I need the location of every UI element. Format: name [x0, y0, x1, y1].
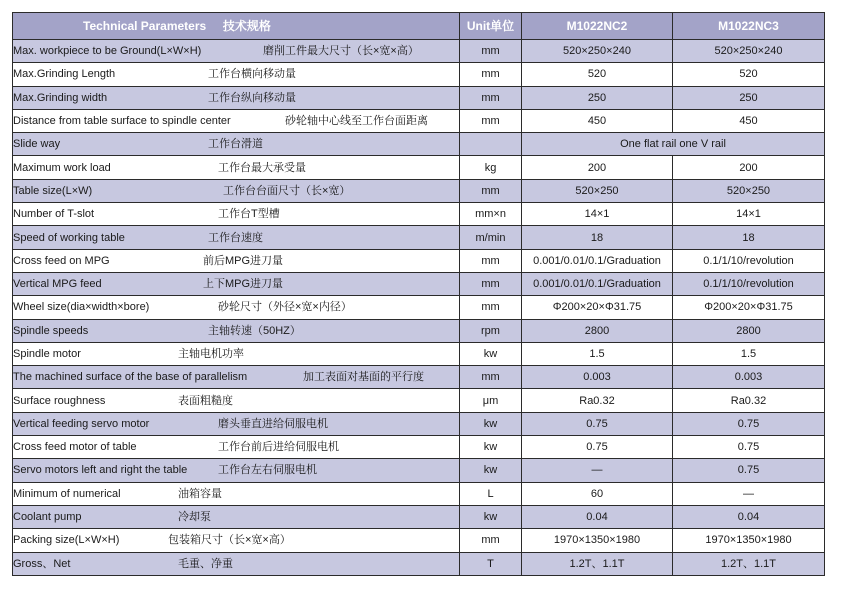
model-b-value-cell: 0.003 — [673, 366, 825, 389]
parameter-name-en: Max. workpiece to be Ground(L×W×H) — [13, 45, 202, 58]
parameter-name-en: Distance from table surface to spindle center — [13, 115, 231, 128]
parameter-name-en: Surface roughness — [13, 394, 106, 407]
parameter-name-en: Coolant pump — [13, 511, 82, 524]
table-row — [13, 86, 825, 109]
parameter-name-en: Max.Grinding width — [13, 91, 108, 104]
unit-cell: mm — [460, 86, 522, 109]
parameter-name-en: Speed of working table — [13, 231, 125, 244]
unit-cell: kw — [460, 412, 522, 435]
model-b-value-cell: 2800 — [673, 319, 825, 342]
parameter-name-en: Max.Grinding Length — [13, 68, 116, 81]
parameter-cell — [13, 203, 460, 226]
parameter-name-en: Cross feed motor of table — [13, 441, 137, 454]
model-b-value-cell: 1.2T、1.1T — [673, 552, 825, 575]
parameter-cell — [13, 86, 460, 109]
parameter-name-en: The machined surface of the base of parallelism — [13, 371, 248, 384]
parameter-cell — [13, 505, 460, 528]
model-b-value-cell: 0.75 — [673, 459, 825, 482]
parameter-name-cn: 油箱容量 — [178, 487, 222, 500]
unit-cell: kw — [460, 459, 522, 482]
model-a-value-cell: — — [522, 459, 673, 482]
parameter-cell — [13, 319, 460, 342]
parameter-cell — [13, 366, 460, 389]
parameter-name-cn: 冷却泵 — [178, 511, 211, 524]
parameter-name-cn: 工作台左右伺服电机 — [218, 464, 317, 477]
parameter-name-cn: 包装箱尺寸（长×宽×高） — [168, 534, 291, 547]
parameter-name-en: Servo motors left and right the table — [13, 464, 188, 477]
table-row — [13, 529, 825, 552]
table-body — [13, 40, 825, 576]
parameter-name-cn: 磨头垂直进给伺服电机 — [218, 417, 328, 430]
table-row — [13, 156, 825, 179]
model-a-value-cell: 520 — [522, 63, 673, 86]
model-a-value-cell: 1970×1350×1980 — [522, 529, 673, 552]
unit-cell: T — [460, 552, 522, 575]
unit-cell: mm — [460, 272, 522, 295]
table-row — [13, 389, 825, 412]
unit-cell: rpm — [460, 319, 522, 342]
model-a-value-cell: 18 — [522, 226, 673, 249]
header-model-a: M1022NC2 — [522, 13, 673, 40]
model-b-value-cell: 200 — [673, 156, 825, 179]
table-row — [13, 63, 825, 86]
model-a-value-cell: Ra0.32 — [522, 389, 673, 412]
model-a-value-cell: 60 — [522, 482, 673, 505]
parameter-cell — [13, 272, 460, 295]
model-b-value-cell: 0.75 — [673, 436, 825, 459]
model-b-value-cell: 1970×1350×1980 — [673, 529, 825, 552]
header-model-b: M1022NC3 — [673, 13, 825, 40]
model-a-value-cell: 450 — [522, 109, 673, 132]
parameter-name-en: Table size(L×W) — [13, 184, 93, 197]
unit-cell: mm — [460, 296, 522, 319]
parameter-name-cn: 工作台前后进给伺服电机 — [218, 441, 339, 454]
model-a-value-cell: 200 — [522, 156, 673, 179]
model-b-value-cell: 520×250×240 — [673, 40, 825, 63]
table-row — [13, 272, 825, 295]
unit-cell: μm — [460, 389, 522, 412]
parameter-cell — [13, 412, 460, 435]
model-a-value-cell: 0.75 — [522, 436, 673, 459]
parameter-name-en: Cross feed on MPG — [13, 254, 110, 267]
table-header-row — [13, 13, 825, 40]
unit-cell: kw — [460, 505, 522, 528]
table-row — [13, 436, 825, 459]
model-b-value-cell: 250 — [673, 86, 825, 109]
parameter-name-en: Wheel size(dia×width×bore) — [13, 301, 150, 314]
table-row — [13, 342, 825, 365]
unit-cell: kw — [460, 342, 522, 365]
parameter-name-en: Vertical feeding servo motor — [13, 417, 150, 430]
table-row — [13, 459, 825, 482]
spec-sheet — [12, 12, 824, 576]
parameter-cell — [13, 133, 460, 156]
model-b-value-cell: 14×1 — [673, 203, 825, 226]
unit-cell: m/min — [460, 226, 522, 249]
parameter-name-cn: 砂轮轴中心线至工作台面距离 — [285, 115, 428, 128]
table-row — [13, 552, 825, 575]
table-row — [13, 40, 825, 63]
parameter-cell — [13, 389, 460, 412]
unit-cell: mm — [460, 63, 522, 86]
table-row — [13, 249, 825, 272]
table-row — [13, 505, 825, 528]
model-a-value-cell: 0.04 — [522, 505, 673, 528]
parameter-name-en: Spindle motor — [13, 348, 81, 360]
unit-cell: mm×n — [460, 203, 522, 226]
model-a-value-cell: 1.5 — [522, 342, 673, 365]
model-a-value-cell: 0.001/0.01/0.1/Graduation — [522, 272, 673, 295]
header-unit: Unit单位 — [460, 13, 522, 40]
model-b-value-cell: 0.1/1/10/revolution — [673, 272, 825, 295]
header-title-cn: 技术规格 — [222, 19, 271, 33]
parameter-name-cn: 工作台速度 — [208, 231, 263, 244]
parameter-name-cn: 前后MPG进刀量 — [203, 254, 284, 267]
parameter-cell — [13, 529, 460, 552]
table-row — [13, 366, 825, 389]
unit-cell: mm — [460, 366, 522, 389]
model-b-value-cell: — — [673, 482, 825, 505]
parameter-name-cn: 上下MPG进刀量 — [203, 278, 284, 291]
header-title-en: Technical Parameters — [83, 19, 207, 33]
unit-cell: mm — [460, 529, 522, 552]
parameter-name-en: Maximum work load — [13, 161, 111, 174]
unit-cell: L — [460, 482, 522, 505]
parameter-name-cn: 工作台台面尺寸（长×宽） — [223, 184, 351, 197]
parameter-name-en: Minimum of numerical — [13, 487, 121, 500]
technical-parameters-table — [12, 12, 825, 576]
table-row — [13, 482, 825, 505]
parameter-name-en: Spindle speeds — [13, 324, 89, 337]
model-a-value-cell: 0.003 — [522, 366, 673, 389]
model-b-value-cell: 520×250 — [673, 179, 825, 202]
model-a-value-cell: 520×250 — [522, 179, 673, 202]
parameter-name-cn: 主轴电机功率 — [178, 348, 244, 360]
parameter-name-cn: 工作台T型槽 — [218, 208, 280, 221]
parameter-cell — [13, 342, 460, 365]
parameter-name-cn: 工作台横向移动量 — [208, 68, 296, 81]
parameter-cell — [13, 482, 460, 505]
model-a-value-cell: 250 — [522, 86, 673, 109]
parameter-name-cn: 砂轮尺寸（外径×宽×内径） — [218, 301, 352, 314]
parameter-cell — [13, 296, 460, 319]
table-row — [13, 412, 825, 435]
table-row — [13, 179, 825, 202]
parameter-name-en: Gross、Net — [13, 557, 71, 570]
model-a-value-cell: 0.001/0.01/0.1/Graduation — [522, 249, 673, 272]
parameter-name-cn: 工作台纵向移动量 — [208, 91, 296, 104]
parameter-name-cn: 加工表面对基面的平行度 — [303, 371, 424, 384]
parameter-name-cn: 工作台滑道 — [208, 138, 263, 151]
parameter-name-en: Number of T-slot — [13, 208, 95, 221]
parameter-cell — [13, 249, 460, 272]
unit-cell: mm — [460, 109, 522, 132]
parameter-cell — [13, 109, 460, 132]
model-b-value-cell: 450 — [673, 109, 825, 132]
table-row — [13, 296, 825, 319]
parameter-cell — [13, 40, 460, 63]
table-row — [13, 319, 825, 342]
parameter-cell — [13, 436, 460, 459]
header-parameters — [13, 13, 460, 40]
parameter-name-cn: 毛重、净重 — [178, 557, 233, 570]
unit-cell — [460, 133, 522, 156]
model-b-value-cell: 520 — [673, 63, 825, 86]
parameter-name-cn: 主轴转速（50HZ） — [208, 324, 301, 337]
model-a-value-cell: 2800 — [522, 319, 673, 342]
model-a-value-cell: 14×1 — [522, 203, 673, 226]
model-a-value-cell: 520×250×240 — [522, 40, 673, 63]
model-b-value-cell: 18 — [673, 226, 825, 249]
unit-cell: kw — [460, 436, 522, 459]
unit-cell: kg — [460, 156, 522, 179]
parameter-cell — [13, 552, 460, 575]
parameter-name-en: Packing size(L×W×H) — [13, 534, 120, 547]
unit-cell: mm — [460, 40, 522, 63]
parameter-cell — [13, 226, 460, 249]
parameter-cell — [13, 179, 460, 202]
parameter-name-cn: 表面粗糙度 — [178, 394, 233, 407]
model-a-value-cell: Φ200×20×Φ31.75 — [522, 296, 673, 319]
model-b-value-cell: Φ200×20×Φ31.75 — [673, 296, 825, 319]
model-b-value-cell: 0.04 — [673, 505, 825, 528]
model-a-value-cell: 1.2T、1.1T — [522, 552, 673, 575]
model-b-value-cell: 0.75 — [673, 412, 825, 435]
parameter-name-cn: 磨削工件最大尺寸（长×宽×高） — [263, 45, 419, 58]
table-row — [13, 226, 825, 249]
unit-cell: mm — [460, 179, 522, 202]
table-row — [13, 203, 825, 226]
unit-cell: mm — [460, 249, 522, 272]
parameter-name-en: Vertical MPG feed — [13, 278, 102, 291]
model-b-value-cell: 1.5 — [673, 342, 825, 365]
merged-value-cell: One flat rail one V rail — [522, 133, 825, 156]
model-b-value-cell: Ra0.32 — [673, 389, 825, 412]
model-a-value-cell: 0.75 — [522, 412, 673, 435]
parameter-cell — [13, 156, 460, 179]
table-row — [13, 133, 825, 156]
table-row — [13, 109, 825, 132]
model-b-value-cell: 0.1/1/10/revolution — [673, 249, 825, 272]
parameter-name-en: Slide way — [13, 138, 61, 151]
parameter-name-cn: 工作台最大承受量 — [218, 161, 306, 174]
parameter-cell — [13, 63, 460, 86]
parameter-cell — [13, 459, 460, 482]
